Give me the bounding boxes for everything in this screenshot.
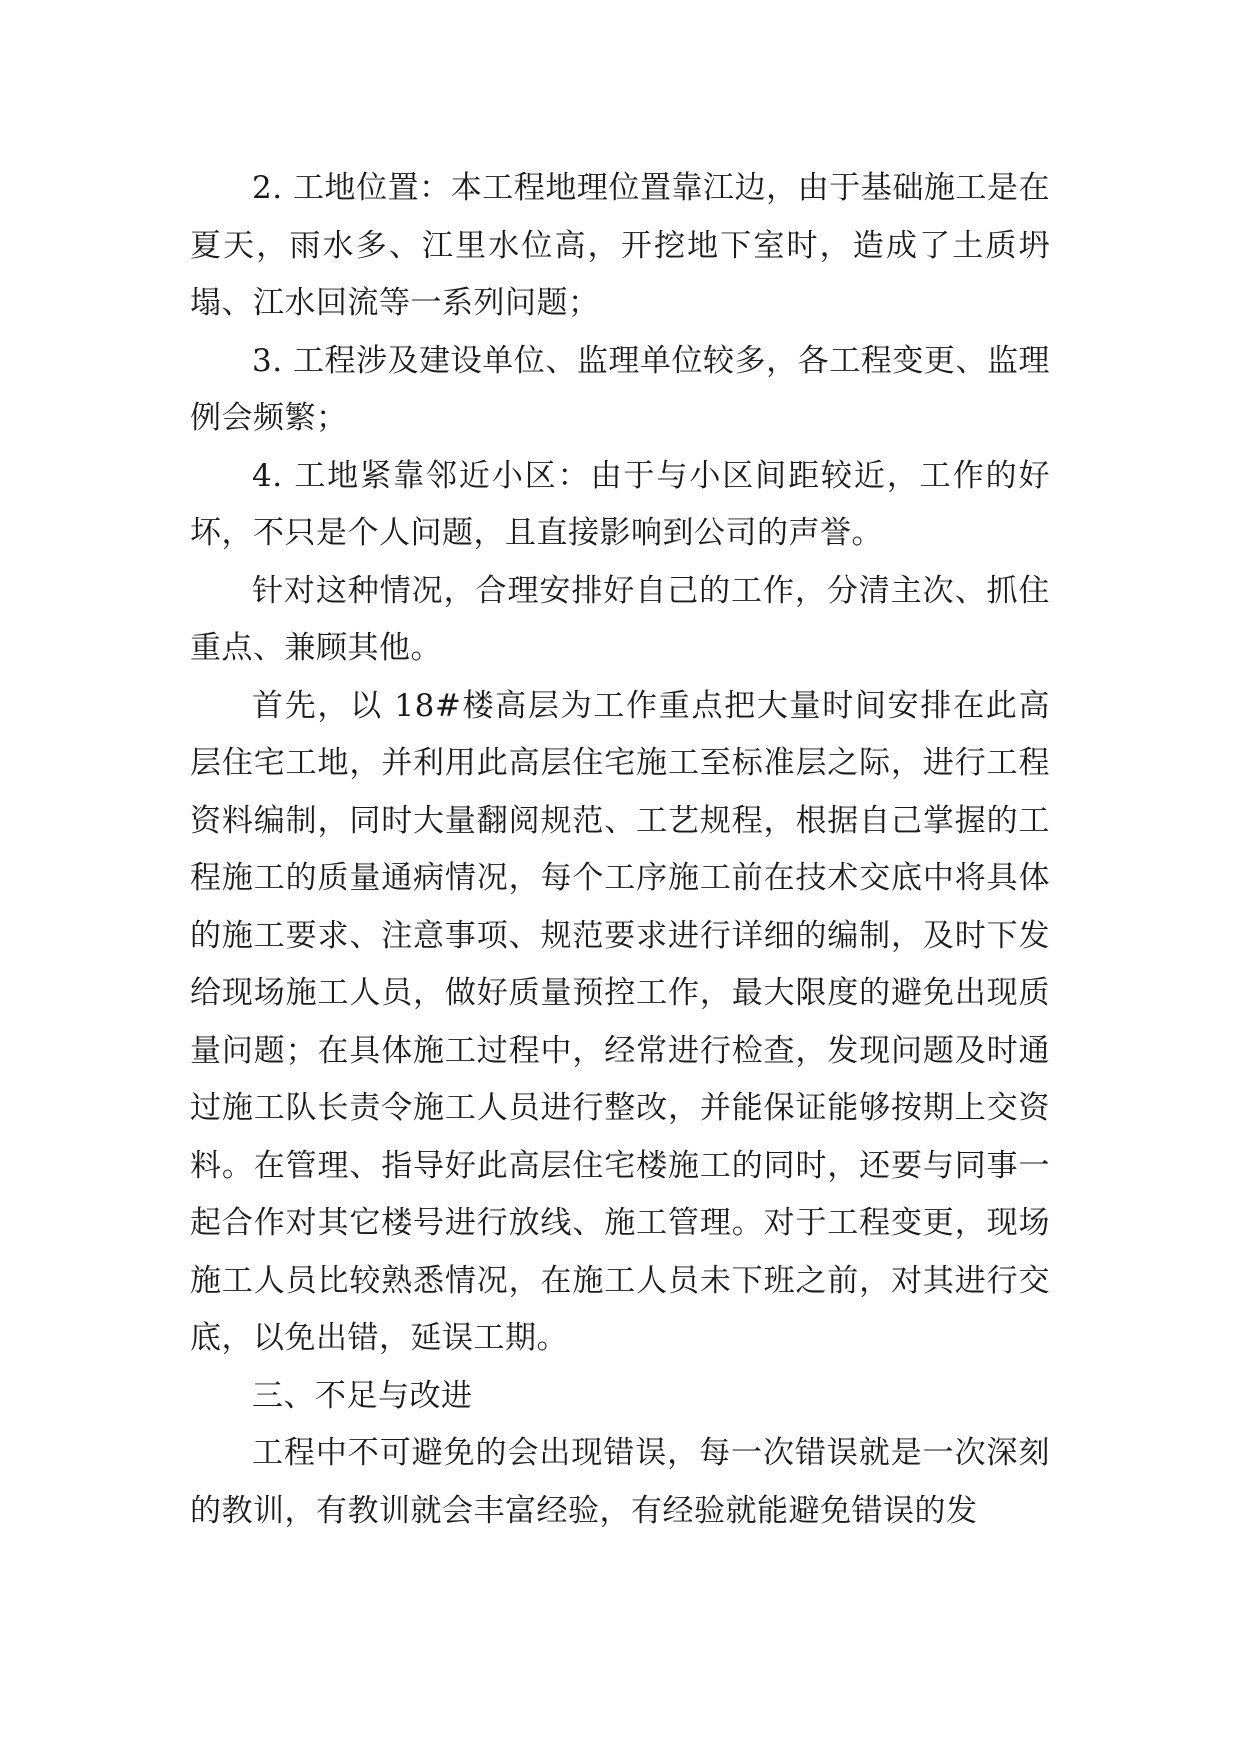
- paragraph-mistakes: 工程中不可避免的会出现错误，每一次错误就是一次深刻的教训，有教训就会丰富经验，有经验就能避免错误的发: [190, 1435, 1050, 1529]
- paragraph-site-location: 2. 工地位置：本工程地理位置靠江边，由于基础施工是在夏天，雨水多、江里水位高，开挖地下室时，造成了土质坍塌、江水回流等一系列问题；: [190, 170, 1050, 321]
- paragraph-response: 针对这种情况，合理安排好自己的工作，分清主次、抓住重点、兼顾其他。: [190, 572, 1050, 666]
- document-body: [190, 160, 1050, 1540]
- paragraph-neighborhood: 4. 工地紧靠邻近小区：由于与小区间距较近，工作的好坏，不只是个人问题，且直接影响到公司的声誉。: [190, 457, 1050, 551]
- section-heading-shortcomings: 三、不足与改进: [252, 1377, 473, 1414]
- paragraph-units-involved: 3. 工程涉及建设单位、监理单位较多，各工程变更、监理例会频繁；: [190, 342, 1050, 436]
- paragraph-first-priority: 首先，以 18#楼高层为工作重点把大量时间安排在此高层住宅工地，并利用此高层住宅施工至标准层之际，进行工程资料编制，同时大量翻阅规范、工艺规程，根据自己掌握的工程施工的质量通病情况，每个工序施工前在技术交底中将具体的施工要求、注意事项、规范要求进行详细的编制，及时下发给现场施工人员，做好质量预控工作，最大限度的避免出现质量问题；在具体施工过程中，经常进行检查，发现问题及时通过施工队长责令施工人员进行整改，并能保证能够按期上交资料。在管理、指导好此高层住宅楼施工的同时，还要与同事一起合作对其它楼号进行放线、施工管理。对于工程变更，现场施工人员比较熟悉情况，在施工人员未下班之前，对其进行交底，以免出错，延误工期。: [190, 687, 1050, 1356]
